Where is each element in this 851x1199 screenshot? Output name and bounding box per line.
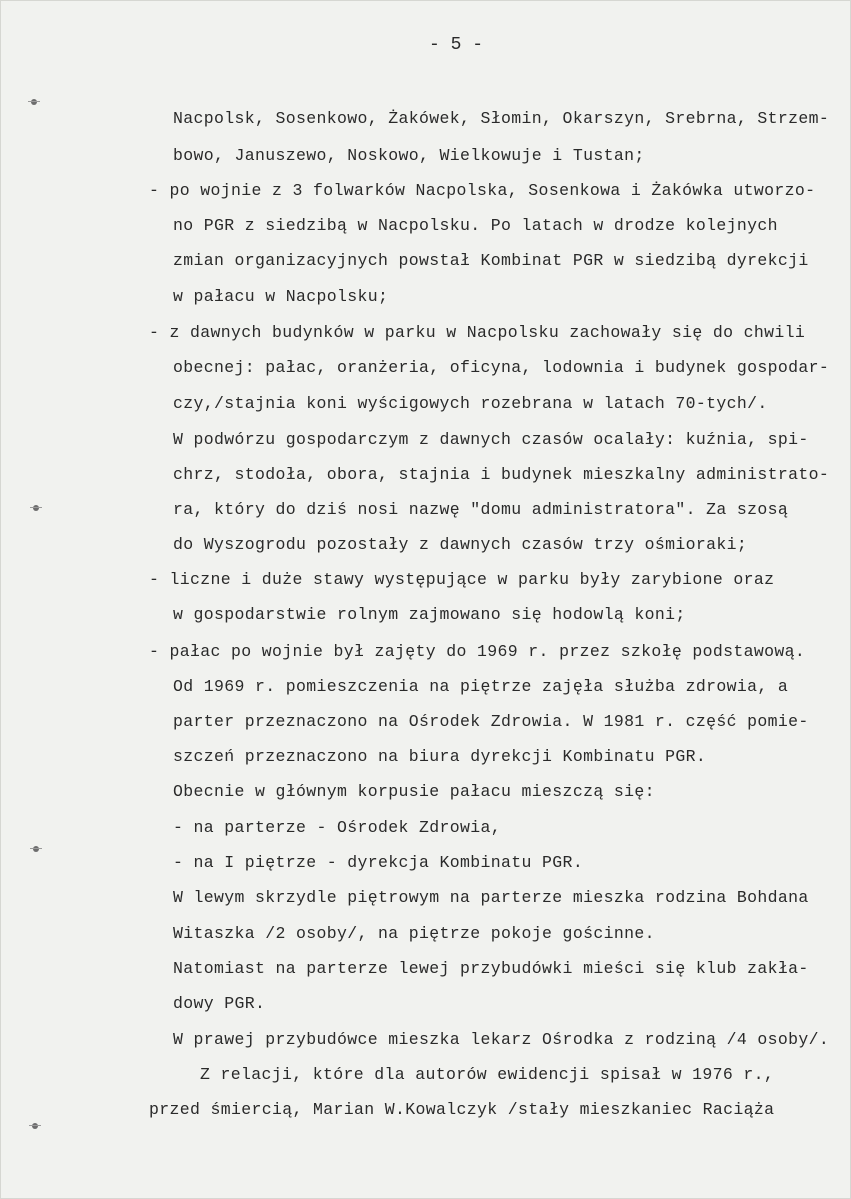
text-line: chrz, stodoła, obora, stajnia i budynek mieszkalny administrato- bbox=[173, 465, 830, 484]
text-line: parter przeznaczono na Ośrodek Zdrowia. W 1981 r. część pomie- bbox=[173, 712, 809, 731]
text-line: w gospodarstwie rolnym zajmowano się hodowlą koni; bbox=[173, 605, 686, 624]
text-line: ra, który do dziś nosi nazwę "domu administratora". Za szosą bbox=[173, 500, 789, 519]
text-line: dowy PGR. bbox=[173, 994, 266, 1013]
punch-hole-mark bbox=[32, 1123, 38, 1129]
text-line: - liczne i duże stawy występujące w parku były zarybione oraz bbox=[149, 570, 775, 589]
text-line: - na parterze - Ośrodek Zdrowia, bbox=[173, 818, 502, 837]
text-line: Nacpolsk, Sosenkowo, Żakówek, Słomin, Okarszyn, Srebrna, Strzem- bbox=[173, 109, 830, 128]
punch-hole-mark bbox=[33, 846, 39, 852]
text-line: szczeń przeznaczono na biura dyrekcji Kombinatu PGR. bbox=[173, 747, 707, 766]
punch-hole-mark bbox=[33, 505, 39, 511]
text-line: bowo, Januszewo, Noskowo, Wielkowuje i Tustan; bbox=[173, 146, 645, 165]
text-line: przed śmiercią, Marian W.Kowalczyk /stały mieszkaniec Raciąża bbox=[149, 1100, 775, 1119]
text-line: w pałacu w Nacpolsku; bbox=[173, 287, 389, 306]
text-line: Obecnie w głównym korpusie pałacu mieszczą się: bbox=[173, 782, 655, 801]
text-line: W prawej przybudówce mieszka lekarz Ośrodka z rodziną /4 osoby/. bbox=[173, 1030, 830, 1049]
text-line: obecnej: pałac, oranżeria, oficyna, lodownia i budynek gospodar- bbox=[173, 358, 830, 377]
text-line: no PGR z siedzibą w Nacpolsku. Po latach w drodze kolejnych bbox=[173, 216, 778, 235]
text-line: - z dawnych budynków w parku w Nacpolsku zachowały się do chwili bbox=[149, 323, 806, 342]
text-line: - pałac po wojnie był zajęty do 1969 r. przez szkołę podstawową. bbox=[149, 642, 806, 661]
text-line: Od 1969 r. pomieszczenia na piętrze zajęła służba zdrowia, a bbox=[173, 677, 789, 696]
text-line: Natomiast na parterze lewej przybudówki mieści się klub zakła- bbox=[173, 959, 809, 978]
punch-hole-mark bbox=[31, 99, 37, 105]
text-line: W lewym skrzydle piętrowym na parterze mieszka rodzina Bohdana bbox=[173, 888, 809, 907]
page-number: - 5 - bbox=[429, 35, 484, 55]
text-line: zmian organizacyjnych powstał Kombinat PGR w siedzibą dyrekcji bbox=[173, 251, 809, 270]
text-line: do Wyszogrodu pozostały z dawnych czasów trzy ośmioraki; bbox=[173, 535, 748, 554]
text-line: czy,/stajnia koni wyścigowych rozebrana w latach 70-tych/. bbox=[173, 394, 768, 413]
text-line: - po wojnie z 3 folwarków Nacpolska, Sosenkowa i Żakówka utworzo- bbox=[149, 181, 816, 200]
text-line: - na I piętrze - dyrekcja Kombinatu PGR. bbox=[173, 853, 584, 872]
text-line: Z relacji, które dla autorów ewidencji spisał w 1976 r., bbox=[200, 1065, 775, 1084]
text-line: W podwórzu gospodarczym z dawnych czasów ocalały: kuźnia, spi- bbox=[173, 430, 809, 449]
text-line: Witaszka /2 osoby/, na piętrze pokoje gościnne. bbox=[173, 924, 655, 943]
